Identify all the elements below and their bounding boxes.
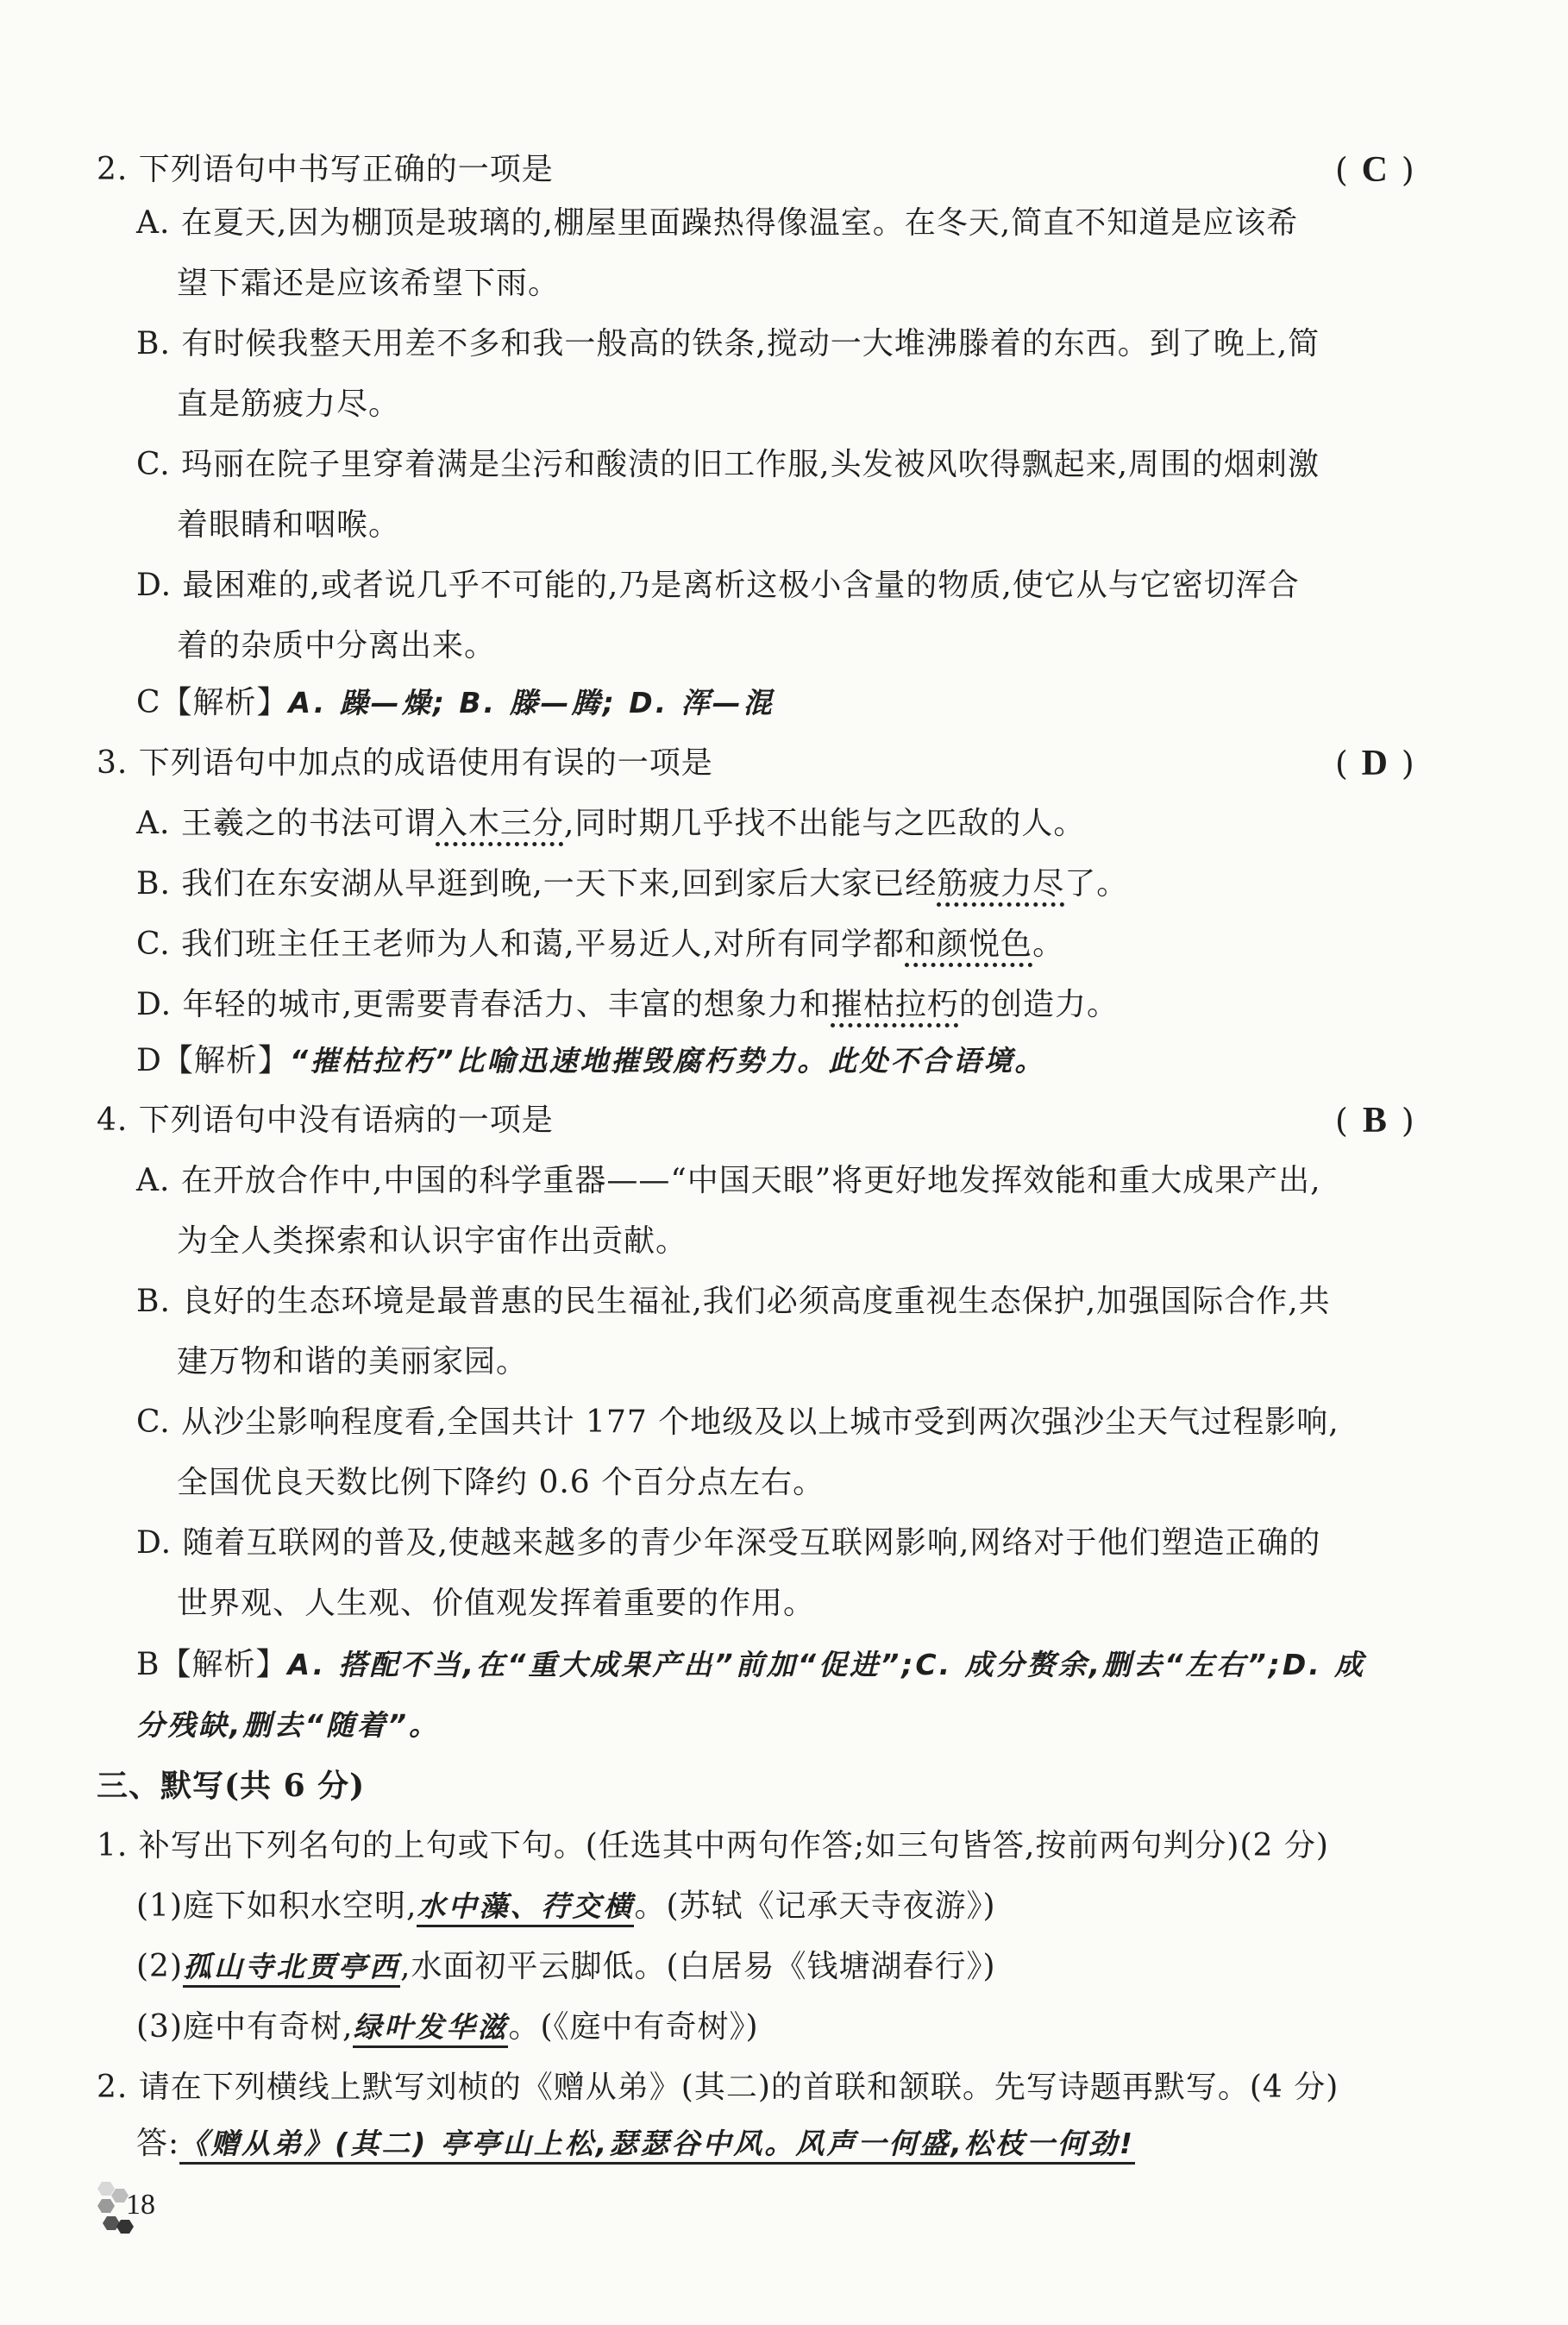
q4-stem: 4. 下列语句中没有语病的一项是 [97, 1103, 554, 1138]
q3-b-idiom: 筋疲力尽 [937, 866, 1065, 902]
q3-b-pre: B. 我们在东安湖从早逛到晚,一天下来,回到家后大家已经 [136, 866, 938, 902]
q4-option-d-line2: 世界观、人生观、价值观发挥着重要的作用。 [177, 1586, 816, 1621]
s3-q1-stem: 1. 补写出下列名句的上句或下句。(任选其中两句作答;如三句皆答,按前两句判分)(2 分) [97, 1828, 1329, 1863]
q3-a-pre: A. 王羲之的书法可谓 [136, 806, 436, 841]
q2-option-c-line1: C. 玛丽在院子里穿着满是尘污和酸渍的旧工作服,头发被风吹得飘起来,周围的烟刺激 [136, 447, 1320, 482]
q3-a-idiom: 入木三分 [436, 806, 564, 841]
q3-answer: D [1361, 744, 1389, 783]
s3-i1-pre: (1)庭下如积水空明, [136, 1888, 417, 1924]
section-title: 三、默写(共 6 分) [97, 1768, 366, 1804]
q2-option-b-line1: B. 有时候我整天用差不多和我一般高的铁条,搅动一大堆沸滕着的东西。到了晚上,简 [136, 326, 1320, 361]
page-number: 18 [126, 2189, 155, 2221]
q2-option-c-line2: 着眼睛和咽喉。 [177, 507, 401, 543]
q3-b-post: 了。 [1064, 866, 1129, 902]
q3-analysis-tag: D【解析】 [136, 1043, 290, 1078]
q3-a-post: ,同时期几乎找不出能与之匹敌的人。 [563, 806, 1086, 841]
s3-q2-answer: 《赠从弟》(其二) 亭亭山上松,瑟瑟谷中风。风声一何盛,松枝一何劲! [179, 2127, 1135, 2165]
q3-option-d [136, 983, 1119, 1027]
q3-analysis [136, 1040, 1045, 1083]
q3-c-idiom: 和颜悦色 [905, 927, 1033, 962]
q3-option-a [136, 802, 1085, 845]
q3-option-c [136, 923, 1064, 966]
s3-i3-answer: 绿叶发华滋 [353, 2010, 508, 2048]
q4-analysis-line1 [136, 1643, 1365, 1687]
q4-option-c-line2: 全国优良天数比例下降约 0.6 个百分点左右。 [177, 1465, 825, 1500]
q2-option-a-line2: 望下霜还是应该希望下雨。 [177, 266, 561, 301]
s3-q2-label: 答: [136, 2126, 180, 2161]
q2-answer-box: ( C ) [1335, 150, 1416, 190]
s3-i2-answer: 孤山寺北贾亭西 [183, 1950, 400, 1988]
q4-option-a-line2: 为全人类探索和认识宇宙作出贡献。 [177, 1223, 688, 1259]
s3-q1-item1 [136, 1885, 996, 1928]
q2-analysis-tag: C【解析】 [136, 685, 289, 720]
s3-i2-post: ,水面初平云脚低。(白居易《钱塘湖春行》) [400, 1949, 996, 1984]
q3-option-b [136, 863, 1128, 906]
q2-option-b-line2: 直是筋疲力尽。 [177, 386, 401, 422]
q3-stem: 3. 下列语句中加点的成语使用有误的一项是 [97, 745, 713, 781]
q4-analysis-text1: A. 搭配不当,在“重大成果产出”前加“促进”;C. 成分赘余,删去“左右”;D. 成 [287, 1648, 1366, 1681]
q2-stem: 2. 下列语句中书写正确的一项是 [97, 152, 554, 187]
q2-option-a-line1: A. 在夏天,因为棚顶是玻璃的,棚屋里面躁热得像温室。在冬天,简直不知道是应该希 [136, 205, 1299, 241]
q4-option-b-line2: 建万物和谐的美丽家园。 [177, 1344, 529, 1379]
q4-option-d-line1: D. 随着互联网的普及,使越来越多的青少年深受互联网影响,网络对于他们塑造正确的 [136, 1525, 1321, 1561]
q2-answer: C [1361, 150, 1389, 190]
q3-d-pre: D. 年轻的城市,更需要青春活力、丰富的想象力和 [136, 987, 831, 1022]
q4-option-c-line1: C. 从沙尘影响程度看,全国共计 177 个地级及以上城市受到两次强沙尘天气过程影响, [136, 1404, 1339, 1440]
q4-analysis-line2: 分残缺,删去“随着”。 [136, 1708, 441, 1742]
s3-q1-item3 [136, 2006, 759, 2049]
s3-q2-answer-line [136, 2122, 1135, 2165]
s3-i1-answer: 水中藻、荇交横 [417, 1889, 634, 1927]
q4-option-a-line1: A. 在开放合作中,中国的科学重器——“中国天眼”将更好地发挥效能和重大成果产出, [136, 1163, 1321, 1198]
s3-i3-post: 。(《庭中有奇树》) [508, 2009, 759, 2045]
q2-analysis-text: A. 躁—燥; B. 滕—腾; D. 浑—混 [288, 686, 775, 719]
q2-analysis [136, 682, 775, 725]
q4-answer: B [1362, 1101, 1389, 1141]
q4-option-b-line1: B. 良好的生态环境是最普惠的民生福祉,我们必须高度重视生态保护,加强国际合作,共 [136, 1284, 1331, 1319]
s3-i1-post: 。(苏轼《记承天寺夜游》) [634, 1888, 996, 1924]
q2-option-d-line2: 着的杂质中分离出来。 [177, 628, 497, 663]
s3-q2-stem: 2. 请在下列横线上默写刘桢的《赠从弟》(其二)的首联和颔联。先写诗题再默写。(4 分) [97, 2070, 1339, 2105]
q4-analysis-tag: B【解析】 [136, 1647, 288, 1682]
q3-c-pre: C. 我们班主任王老师为人和蔼,平易近人,对所有同学都 [136, 927, 906, 962]
q2-option-d-line1: D. 最困难的,或者说几乎不可能的,乃是离析这极小含量的物质,使它从与它密切浑合 [136, 568, 1300, 603]
s3-i2-pre: (2) [136, 1949, 183, 1984]
q3-analysis-text: “摧枯拉朽”比喻迅速地摧毁腐朽势力。此处不合语境。 [289, 1044, 1046, 1078]
q3-d-idiom: 摧枯拉朽 [831, 987, 959, 1022]
q3-d-post: 的创造力。 [958, 987, 1119, 1022]
q4-answer-box: ( B ) [1335, 1101, 1416, 1141]
s3-q1-item2 [136, 1945, 996, 1989]
q3-answer-box: ( D ) [1335, 744, 1416, 783]
q3-c-post: 。 [1032, 927, 1065, 962]
s3-i3-pre: (3)庭中有奇树, [136, 2009, 354, 2045]
